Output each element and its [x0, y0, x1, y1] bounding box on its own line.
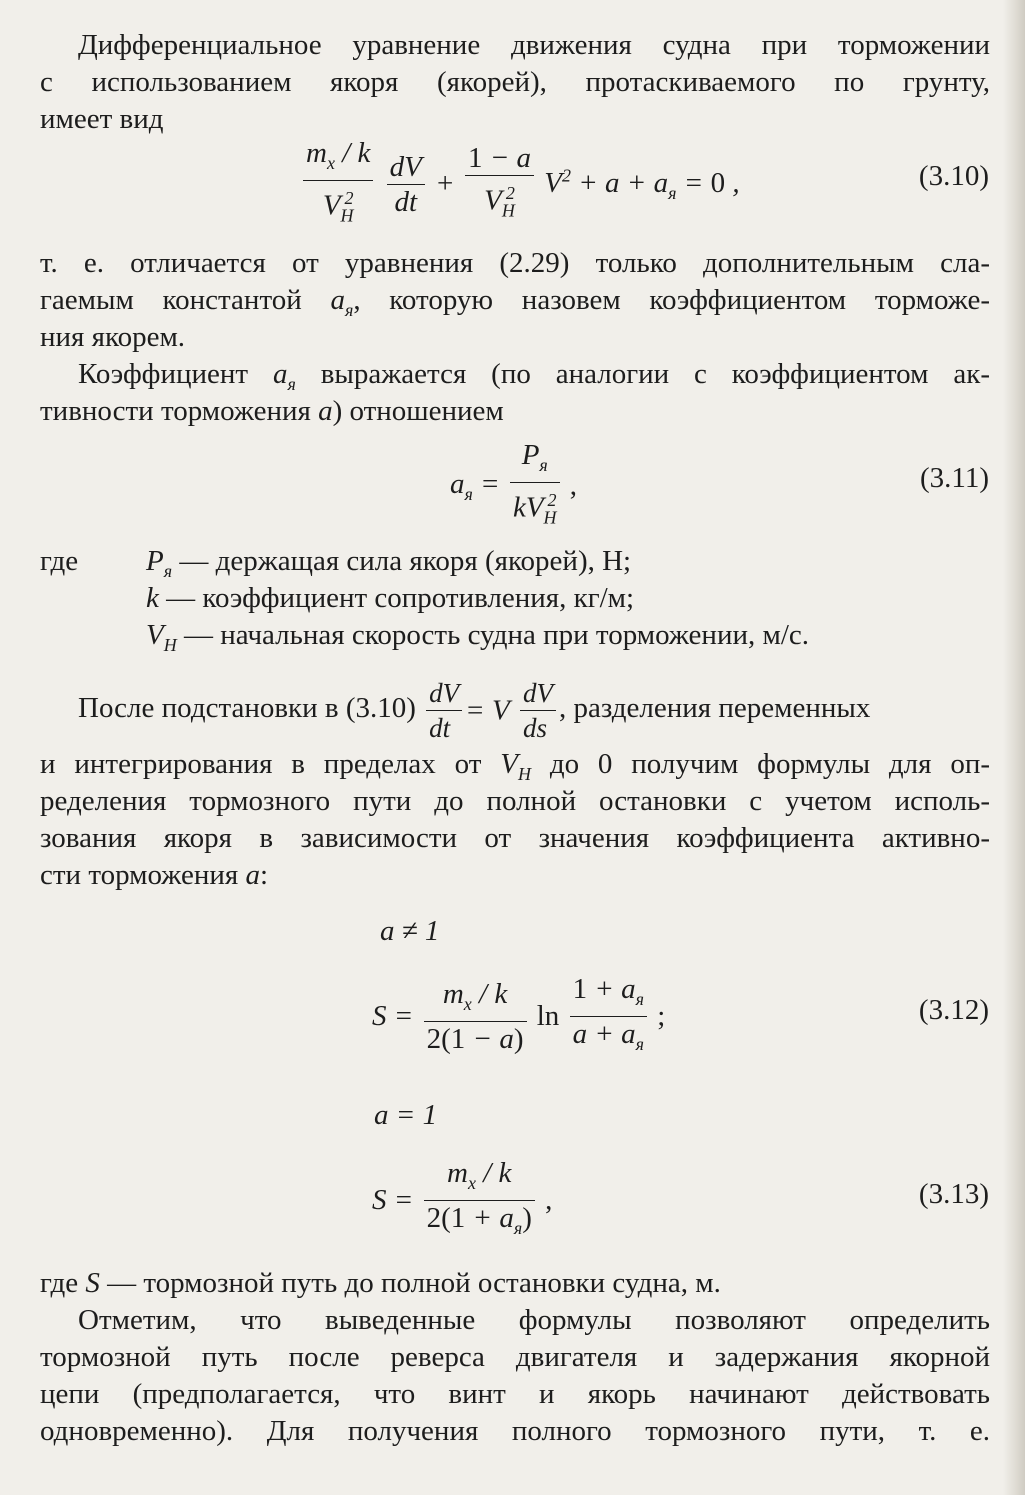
- equation-number: (3.13): [918, 1178, 989, 1210]
- text-line: одновременно). Для получения полного тормозного пути, т. е.: [40, 1415, 990, 1447]
- text-line: ния якорем.: [40, 321, 186, 353]
- equation-number: (3.10): [918, 160, 989, 192]
- equation-number: (3.12): [918, 994, 989, 1026]
- definition: $V_H$ — начальная скорость судна при торможении, м/с.: [146, 619, 810, 655]
- text-line: Коэффициент $a_я$ выражается (по аналогии с коэффициентом ак-: [78, 358, 990, 394]
- text-line: т. е. отличается от уравнения (2.29) только дополнительным сла-: [40, 247, 990, 279]
- condition: a ≠ 1: [380, 915, 440, 947]
- text-line: После подстановки в (3.10) $\frac{dV}{dt}$ = V $\frac{dV}{ds}$ , разделения переменных: [78, 678, 871, 743]
- definition: $P_я$ — держащая сила якоря (якорей), Н;: [146, 545, 632, 581]
- definition: k — коэффициент сопротивления, кг/м;: [146, 582, 635, 614]
- equation-3-11: $a_я$ = $\frac{P_я}{kV_H^2}$ ,: [450, 439, 578, 528]
- text-line: с использованием якоря (якорей), протаскиваемого по грунту,: [40, 66, 990, 98]
- text-line: цепи (предполагается, что винт и якорь начинают действовать: [40, 1378, 990, 1410]
- text-line: гаемым константой $a_я$, которую назовем коэффициентом торможе-: [40, 284, 990, 320]
- text-line: Дифференциальное уравнение движения судна при торможении: [78, 29, 990, 61]
- where-label: где: [40, 545, 79, 577]
- text-line: тормозной путь после реверса двигателя и задержания якорной: [40, 1341, 990, 1373]
- text-line: Отметим, что выведенные формулы позволяют определить: [78, 1304, 990, 1336]
- text-line: сти торможения a:: [40, 859, 269, 891]
- equation-3-12: S = $\frac{m_x / k}{2(1 - a)}$ ln $\frac{1 + a_я}{a + a_я}$ ;: [372, 973, 666, 1055]
- text-line: ределения тормозного пути до полной остановки с учетом исполь-: [40, 785, 990, 817]
- equation-number: (3.11): [920, 462, 989, 494]
- text-line: зования якоря в зависимости от значения коэффициента активно-: [40, 822, 990, 854]
- condition: a = 1: [374, 1099, 438, 1131]
- text-line: имеет вид: [40, 103, 164, 135]
- equation-3-10: $\frac{m_x / k}{V_H^2}$ $\frac{dV}{dt}$ + $\frac{1 - a}{V_H^2}$ $V^2 + a + a_я = 0$ ,: [300, 136, 740, 232]
- equation-3-13: S = $\frac{m_x / k}{2(1 + a_я)}$ ,: [372, 1157, 553, 1238]
- text-line: тивности торможения a) отношением: [40, 395, 504, 427]
- text-line: где S — тормозной путь до полной остановки судна, м.: [40, 1267, 721, 1299]
- text-line: и интегрирования в пределах от $V_H$ до 0 получим формулы для оп-: [40, 748, 990, 784]
- page-edge-shadow: [1003, 0, 1025, 1495]
